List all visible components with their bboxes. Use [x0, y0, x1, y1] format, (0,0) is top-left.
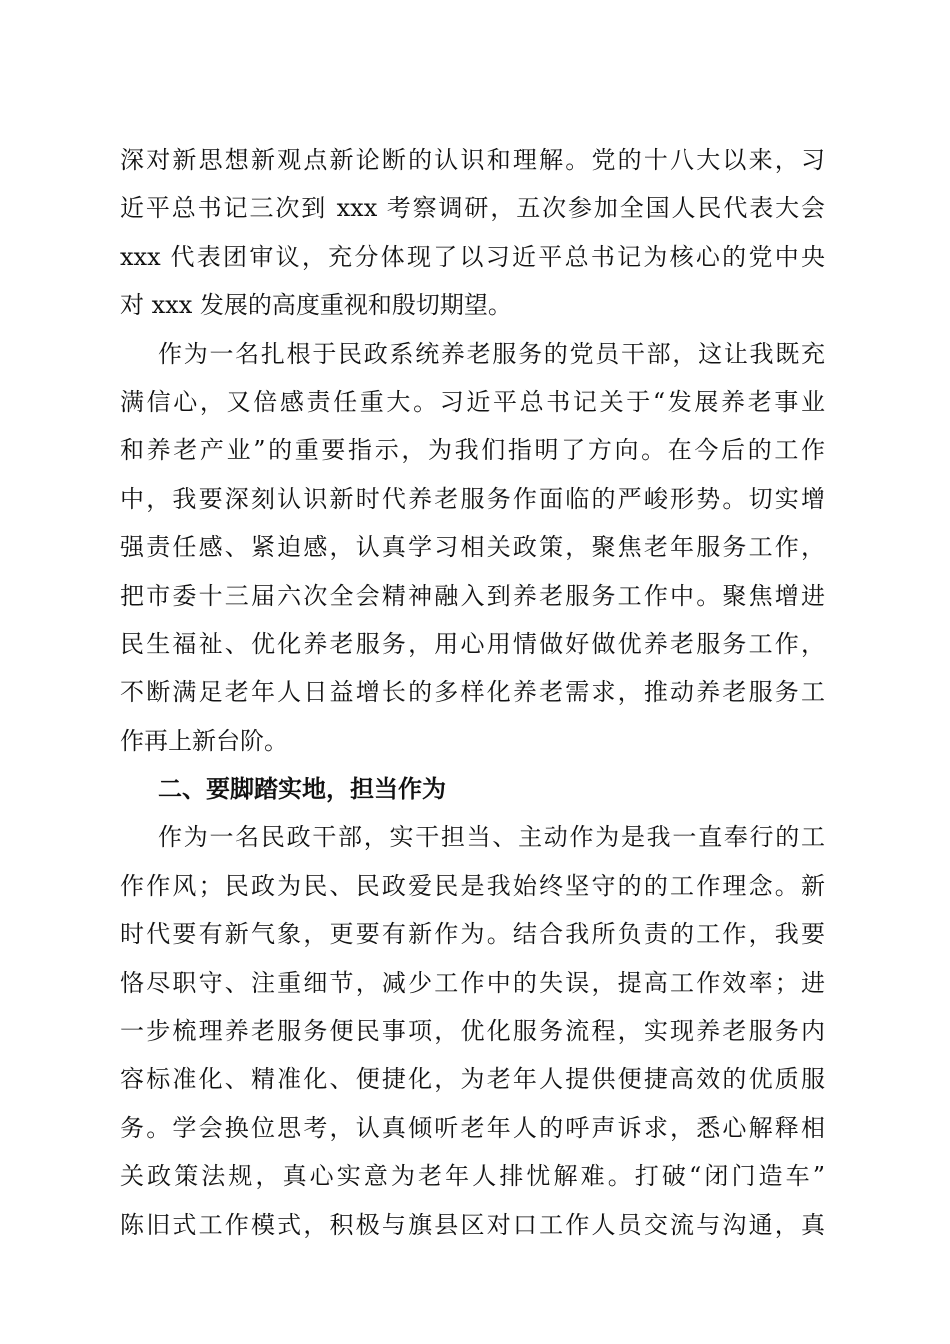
paragraph-2-line-6: 把市委十三届六次全会精神融入到养老服务工作中。聚焦增进 [120, 581, 825, 610]
document-body [120, 136, 825, 1249]
paragraph-2-line-3: 和养老产业”的重要指示，为我们指明了方向。在今后的工作 [120, 436, 825, 465]
paragraph-2-line-7: 民生福祉、优化养老服务，用心用情做好做优养老服务工作， [120, 629, 825, 658]
paragraph-2-line-1: 作为一名扎根于民政系统养老服务的党员干部，这让我既充 [158, 339, 825, 368]
paragraph-3-line-2: 作作风；民政为民、民政爱民是我始终坚守的的工作理念。新 [120, 871, 825, 900]
paragraph-2-line-9: 作再上新台阶。 [120, 726, 288, 755]
paragraph-3-line-1: 作为一名民政干部，实干担当、主动作为是我一直奉行的工 [158, 823, 825, 852]
paragraph-3-line-4: 恪尽职守、注重细节，减少工作中的失误，提高工作效率；进 [120, 968, 825, 997]
paragraph-1-line-2: 近平总书记三次到 xxx 考察调研，五次参加全国人民代表大会 [120, 194, 825, 223]
paragraph-2-line-4: 中，我要深刻认识新时代养老服务作面临的严峻形势。切实增 [120, 484, 825, 513]
paragraph-3-line-7: 务。学会换位思考，认真倾听老年人的呼声诉求，悉心解释相 [120, 1113, 825, 1142]
paragraph-3-line-9: 陈旧式工作模式，积极与旗县区对口工作人员交流与沟通，真 [120, 1210, 825, 1239]
paragraph-3-line-6: 容标准化、精准化、便捷化，为老年人提供便捷高效的优质服 [120, 1065, 825, 1094]
paragraph-3-line-8: 关政策法规，真心实意为老年人排忧解难。打破“闭门造车” [120, 1162, 825, 1191]
paragraph-2-line-8: 不断满足老年人日益增长的多样化养老需求，推动养老服务工 [120, 678, 825, 707]
section-heading: 二、要脚踏实地，担当作为 [158, 775, 446, 804]
paragraph-1-line-3: xxx 代表团审议，充分体现了以习近平总书记为核心的党中央 [120, 242, 825, 271]
paragraph-1-line-4: 对 xxx 发展的高度重视和殷切期望。 [120, 291, 512, 320]
paragraph-2-line-2: 满信心，又倍感责任重大。习近平总书记关于“发展养老事业 [120, 387, 825, 416]
paragraph-3-line-5: 一步梳理养老服务便民事项，优化服务流程，实现养老服务内 [120, 1017, 825, 1046]
paragraph-2-line-5: 强责任感、紧迫感，认真学习相关政策，聚焦老年服务工作， [120, 533, 825, 562]
paragraph-3-line-3: 时代要有新气象，更要有新作为。结合我所负责的工作，我要 [120, 920, 825, 949]
paragraph-1-line-1: 深对新思想新观点新论断的认识和理解。党的十八大以来，习 [120, 146, 825, 174]
